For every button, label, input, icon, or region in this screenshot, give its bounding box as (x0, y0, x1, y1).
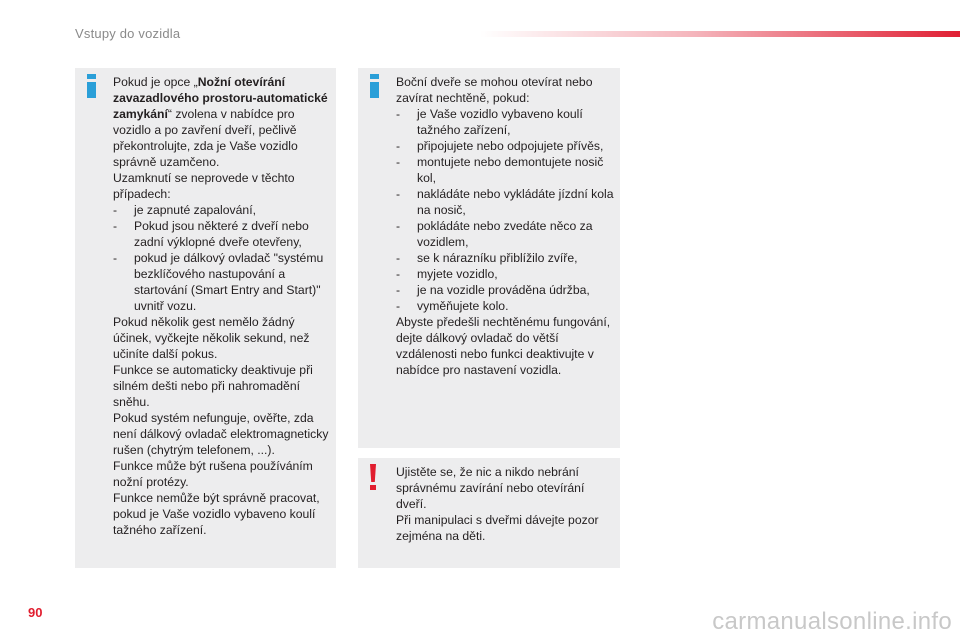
paragraph: Funkce se automaticky deaktivuje při silném dešti nebo při nahromadění sněhu. (113, 363, 313, 409)
list-item: - montujete nebo demontujete nosič kol, (396, 155, 604, 185)
paragraph: Funkce může být rušena používáním nožní protézy. (113, 459, 313, 489)
cases-intro: Uzamknutí se neprovede v těchto případech: (113, 171, 295, 201)
list-item: - Pokud jsou některé z dveří nebo zadní výklopné dveře otevřeny, (113, 219, 309, 249)
list-item: - je Vaše vozidlo vybaveno koulí tažného zařízení, (396, 107, 583, 137)
list-item: - vyměňujete kolo. (396, 299, 509, 313)
list-item: - nakládáte nebo vykládáte jízdní kola na nosič, (396, 187, 614, 217)
paragraph: Funkce nemůže být správně pracovat, pokud je Vaše vozidlo vybaveno koulí tažného zařízení. (113, 491, 320, 537)
paragraph: Pokud systém nefunguje, ověřte, zda není dálkový ovladač elektromagneticky rušen (chytrým telefonem, ...). (113, 411, 329, 457)
warning-text-doors (396, 464, 618, 544)
paragraph: Při manipulaci s dveřmi dávejte pozor zejména na děti. (396, 513, 599, 543)
list-item: - pokládáte nebo zvedáte něco za vozidlem, (396, 219, 593, 249)
list-item: - se k nárazníku přiblížilo zvíře, (396, 251, 578, 265)
info-icon (370, 74, 379, 98)
feature-name: Nožní otevírání zavazadlového prostoru-automatické zamykání (113, 75, 328, 121)
closing-paragraph: Abyste předešli nechtěnému fungování, dejte dálkový ovladač do větší vzdálenosti nebo funkci deaktivujte v nabídce pro nastavení vozidla. (396, 315, 611, 377)
list-item: - je na vozidle prováděna údržba, (396, 283, 590, 297)
list-item: - pokud je dálkový ovladač "systému bezklíčového nastupování a startování (Smart Entry and Start)" uvnitř vozu. (113, 251, 324, 313)
list-item: - myjete vozidlo, (396, 267, 498, 281)
info-text-side-doors (396, 74, 618, 378)
warning-icon (368, 464, 378, 490)
page-number: 90 (28, 605, 43, 620)
info-text-foot-opening (113, 74, 335, 538)
paragraph: Pokud několik gest nemělo žádný účinek, vyčkejte několik sekund, než učiníte další pokus. (113, 315, 310, 361)
info-icon (87, 74, 96, 98)
list-item: - je zapnuté zapalování, (113, 203, 256, 217)
list-item: - připojujete nebo odpojujete přívěs, (396, 139, 604, 153)
section-title: Vstupy do vozidla (75, 26, 181, 41)
paragraph: Ujistěte se, že nic a nikdo nebrání správnému zavírání nebo otevírání dveří. (396, 465, 585, 511)
watermark: carmanualsonline.info (712, 608, 952, 635)
intro-paragraph: Pokud je opce „Nožní otevírání zavazadlového prostoru-automatické zamykání“ zvolena v nabídce pro vozidlo a po zavření dveří, pečlivě překontrolujte, zda je Vaše vozidlo správně uzamčeno. (113, 75, 328, 169)
header-accent-bar (480, 31, 960, 37)
intro-paragraph: Boční dveře se mohou otevírat nebo zavírat nechtěně, pokud: (396, 75, 593, 105)
